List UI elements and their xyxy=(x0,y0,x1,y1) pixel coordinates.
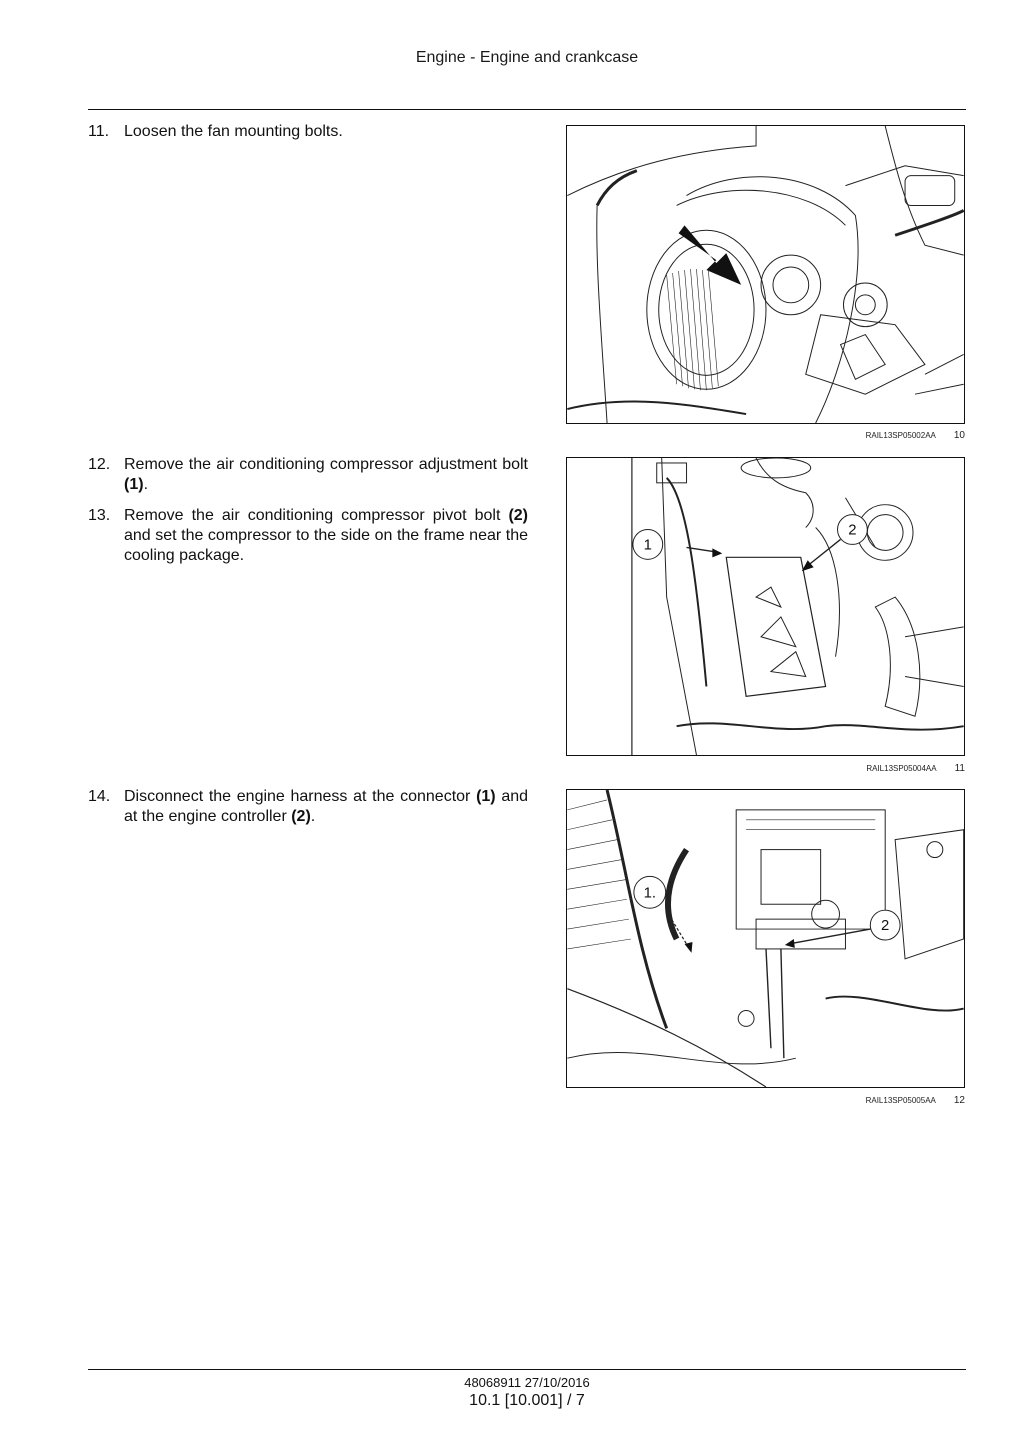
step-text: Remove the air conditioning compressor adjustment bolt (1). xyxy=(124,456,528,493)
step-14 xyxy=(88,787,528,827)
step-number: 12. xyxy=(88,456,111,473)
figure-12-callout-1: 1. xyxy=(643,885,656,902)
figure-number: 11 xyxy=(954,763,965,774)
figure-number: 12 xyxy=(953,1095,965,1106)
figure-ref: RAIL13SP05002AA xyxy=(865,431,936,440)
footer-page-number: 10.1 [10.001] / 7 xyxy=(469,1392,585,1409)
page-header-title: Engine - Engine and crankcase xyxy=(415,49,639,66)
step-13 xyxy=(88,506,528,566)
step-11 xyxy=(88,122,528,142)
step-text: Disconnect the engine harness at the connector (1) and at the engine controller (2). xyxy=(124,788,529,825)
figure-12-illustration xyxy=(566,789,965,1088)
figure-11-caption xyxy=(566,763,965,777)
footer-doc-id: 48068911 27/10/2016 xyxy=(464,1375,590,1390)
figure-12-caption xyxy=(566,1095,965,1109)
step-12 xyxy=(88,455,528,495)
footer-rule xyxy=(88,1369,966,1370)
figure-number: 10 xyxy=(953,430,965,441)
step-number: 14. xyxy=(88,788,111,805)
figure-10-caption xyxy=(566,430,965,444)
figure-ref: RAIL13SP05005AA xyxy=(865,1096,936,1105)
step-text: Remove the air conditioning compressor pivot bolt (2) and set the compressor to the side on the frame near the cooling package. xyxy=(124,507,528,564)
step-number: 13. xyxy=(88,507,111,524)
figure-12-callout-2: 2 xyxy=(881,918,890,935)
figure-ref: RAIL13SP05004AA xyxy=(866,764,937,773)
header-rule xyxy=(88,109,966,110)
step-number: 11. xyxy=(88,123,110,140)
step-text: Loosen the fan mounting bolts. xyxy=(124,123,343,140)
figure-11-callout-2: 2 xyxy=(848,522,857,539)
figure-11-callout-1: 1 xyxy=(643,537,652,554)
figure-10-illustration xyxy=(566,125,965,424)
figure-11-illustration xyxy=(566,457,965,756)
